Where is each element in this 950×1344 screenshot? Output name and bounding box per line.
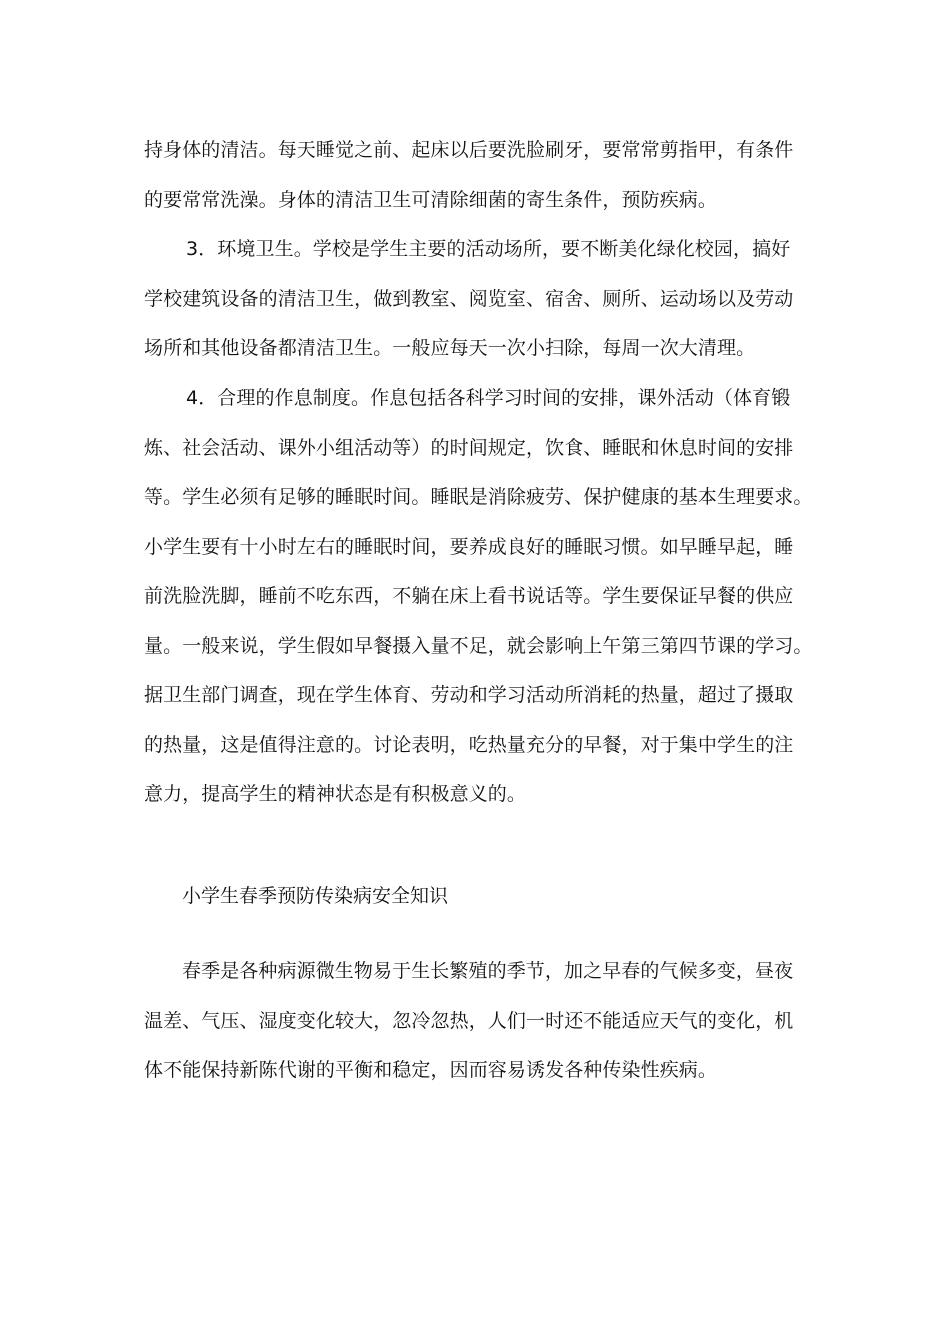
text-line: 的热量，这是值得注意的。讨论表明，吃热量充分的早餐，对于集中学生的注 [144,733,794,756]
text-line: 场所和其他设备都清洁卫生。一般应每天一次小扫除，每周一次大清理。 [144,337,756,359]
paragraph-hygiene-continued [144,126,808,225]
text-line: 3．环境卫生。学校是学生主要的活动场所，要不断美化绿化校园，搞好 [186,238,791,260]
text-line: 等。学生必须有足够的睡眠时间。睡眠是消除疲劳、保护健康的基本生理要求。 [144,486,813,508]
section-heading: 小学生春季预防传染病安全知识 [182,885,449,907]
text-line: 春季是各种病源微生物易于生长繁殖的季节，加之早春的气候多变，昼夜 [182,960,794,982]
text-line: 炼、社会活动、课外小组活动等）的时间规定，饮食、睡眠和休息时间的安排 [144,436,794,459]
text-line: 持身体的清洁。每天睡觉之前、起床以后要洗脸刷牙，要常常剪指甲，有条件 [144,139,794,161]
text-line: 温差、气压、湿度变化较大，忽冷忽热，人们一时还不能适应天气的变化，机 [144,1009,794,1032]
text-line: 体不能保持新陈代谢的平衡和稳定，因而容易诱发各种传染性疾病。 [144,1059,718,1081]
text-line: 据卫生部门调查，现在学生体育、劳动和学习活动所消耗的热量，超过了摄取 [144,684,794,706]
text-line: 学校建筑设备的清洁卫生，做到教室、阅览室、宿舍、厕所、运动场以及劳动 [144,287,794,310]
text-line: 的要常常洗澡。身体的清洁卫生可清除细菌的寄生条件，预防疾病。 [144,188,718,211]
text-line: 小学生要有十小时左右的睡眠时间，要养成良好的睡眠习惯。如早睡早起，睡 [144,535,794,558]
text-line: 前洗脸洗脚，睡前不吃东西，不躺在床上看书说话等。学生要保证早餐的供应 [144,585,794,607]
paragraph-rest-schedule [144,374,813,820]
paragraph-spring-diseases [144,947,808,1096]
text-line: 4．合理的作息制度。作息包括各科学习时间的安排，课外活动（体育锻 [186,387,791,409]
text-line: 量。一般来说，学生假如早餐摄入量不足，就会影响上午第三第四节课的学习。 [144,634,813,657]
paragraph-environment-hygiene [144,225,808,374]
text-line: 意力，提高学生的精神状态是有积极意义的。 [144,783,527,805]
